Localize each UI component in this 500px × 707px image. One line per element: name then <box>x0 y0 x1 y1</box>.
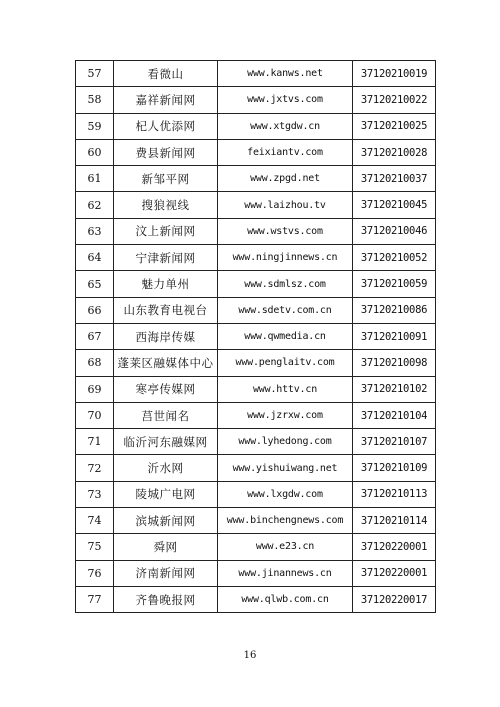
site-name-cell: 陵城广电网 <box>114 481 218 507</box>
site-name-cell: 寒亭传媒网 <box>114 376 218 402</box>
site-name-cell: 沂水网 <box>114 455 218 481</box>
registration-code-cell: 37120210109 <box>353 455 436 481</box>
row-number-cell: 65 <box>76 271 114 297</box>
registration-code-cell: 37120210114 <box>353 508 436 534</box>
website-url-cell: www.jinannews.cn <box>218 560 353 586</box>
registration-code-cell: 37120210098 <box>353 350 436 376</box>
row-number-cell: 63 <box>76 218 114 244</box>
row-number-cell: 66 <box>76 297 114 323</box>
site-name-cell: 齐鲁晚报网 <box>114 586 218 612</box>
registration-code-cell: 37120210102 <box>353 376 436 402</box>
registration-code-cell: 37120210046 <box>353 218 436 244</box>
registration-code-cell: 37120210028 <box>353 139 436 165</box>
site-name-cell: 宁津新闻网 <box>114 245 218 271</box>
registration-code-cell: 37120210091 <box>353 323 436 349</box>
website-url-cell: www.qlwb.com.cn <box>218 586 353 612</box>
row-number-cell: 74 <box>76 508 114 534</box>
row-number-cell: 73 <box>76 481 114 507</box>
site-name-cell: 山东教育电视台 <box>114 297 218 323</box>
row-number-cell: 75 <box>76 534 114 560</box>
registration-code-cell: 37120220001 <box>353 560 436 586</box>
row-number-cell: 70 <box>76 402 114 428</box>
website-url-cell: www.zpgd.net <box>218 166 353 192</box>
table-row <box>76 586 436 612</box>
site-name-cell: 搜狼视线 <box>114 192 218 218</box>
website-url-cell: feixiantv.com <box>218 139 353 165</box>
site-name-cell: 舜网 <box>114 534 218 560</box>
website-url-cell: www.sdmlsz.com <box>218 271 353 297</box>
table-row <box>76 297 436 323</box>
row-number-cell: 71 <box>76 429 114 455</box>
registration-code-cell: 37120210019 <box>353 61 436 87</box>
website-url-cell: www.wstvs.com <box>218 218 353 244</box>
website-url-cell: www.jxtvs.com <box>218 87 353 113</box>
row-number-cell: 69 <box>76 376 114 402</box>
website-url-cell: www.lyhedong.com <box>218 429 353 455</box>
row-number-cell: 58 <box>76 87 114 113</box>
row-number-cell: 67 <box>76 323 114 349</box>
table-row <box>76 560 436 586</box>
table-row <box>76 350 436 376</box>
registration-code-cell: 37120210037 <box>353 166 436 192</box>
row-number-cell: 72 <box>76 455 114 481</box>
website-url-cell: www.httv.cn <box>218 376 353 402</box>
table-row <box>76 402 436 428</box>
row-number-cell: 76 <box>76 560 114 586</box>
registration-code-cell: 37120210104 <box>353 402 436 428</box>
table-row <box>76 87 436 113</box>
table-body <box>76 61 436 613</box>
row-number-cell: 59 <box>76 113 114 139</box>
site-name-cell: 魅力单州 <box>114 271 218 297</box>
registration-code-cell: 37120210025 <box>353 113 436 139</box>
table-row <box>76 61 436 87</box>
site-name-cell: 看微山 <box>114 61 218 87</box>
table-row <box>76 166 436 192</box>
site-name-cell: 临沂河东融媒网 <box>114 429 218 455</box>
row-number-cell: 60 <box>76 139 114 165</box>
row-number-cell: 77 <box>76 586 114 612</box>
website-url-cell: www.e23.cn <box>218 534 353 560</box>
website-url-cell: www.ningjinnews.cn <box>218 245 353 271</box>
row-number-cell: 61 <box>76 166 114 192</box>
site-name-cell: 西海岸传媒 <box>114 323 218 349</box>
site-name-cell: 滨城新闻网 <box>114 508 218 534</box>
site-name-cell: 新邹平网 <box>114 166 218 192</box>
row-number-cell: 68 <box>76 350 114 376</box>
row-number-cell: 57 <box>76 61 114 87</box>
table-row <box>76 455 436 481</box>
site-name-cell: 杞人优添网 <box>114 113 218 139</box>
row-number-cell: 62 <box>76 192 114 218</box>
table-row <box>76 139 436 165</box>
table-row <box>76 113 436 139</box>
registration-code-cell: 37120210059 <box>353 271 436 297</box>
website-url-cell: www.yishuiwang.net <box>218 455 353 481</box>
table-row <box>76 245 436 271</box>
site-name-cell: 蓬莱区融媒体中心 <box>114 350 218 376</box>
registration-code-cell: 37120220017 <box>353 586 436 612</box>
site-name-cell: 汶上新闻网 <box>114 218 218 244</box>
website-url-cell: www.qwmedia.cn <box>218 323 353 349</box>
registry-table <box>75 60 436 613</box>
registration-code-cell: 37120210086 <box>353 297 436 323</box>
registration-code-cell: 37120210113 <box>353 481 436 507</box>
table-row <box>76 271 436 297</box>
website-url-cell: www.kanws.net <box>218 61 353 87</box>
registration-code-cell: 37120210022 <box>353 87 436 113</box>
table-row <box>76 218 436 244</box>
website-url-cell: www.sdetv.com.cn <box>218 297 353 323</box>
website-url-cell: www.jzrxw.com <box>218 402 353 428</box>
website-url-cell: www.laizhou.tv <box>218 192 353 218</box>
table-row <box>76 376 436 402</box>
table-row <box>76 323 436 349</box>
registration-code-cell: 37120210052 <box>353 245 436 271</box>
site-name-cell: 嘉祥新闻网 <box>114 87 218 113</box>
site-name-cell: 莒世闻名 <box>114 402 218 428</box>
website-url-cell: www.xtgdw.cn <box>218 113 353 139</box>
table-row <box>76 508 436 534</box>
registration-code-cell: 37120210107 <box>353 429 436 455</box>
row-number-cell: 64 <box>76 245 114 271</box>
registration-code-cell: 37120210045 <box>353 192 436 218</box>
table-row <box>76 481 436 507</box>
table-row <box>76 192 436 218</box>
page-number: 16 <box>243 650 257 661</box>
site-name-cell: 济南新闻网 <box>114 560 218 586</box>
website-url-cell: www.binchengnews.com <box>218 508 353 534</box>
table-row <box>76 534 436 560</box>
website-url-cell: www.penglaitv.com <box>218 350 353 376</box>
website-url-cell: www.lxgdw.com <box>218 481 353 507</box>
table-row <box>76 429 436 455</box>
site-name-cell: 费县新闻网 <box>114 139 218 165</box>
registration-code-cell: 37120220001 <box>353 534 436 560</box>
